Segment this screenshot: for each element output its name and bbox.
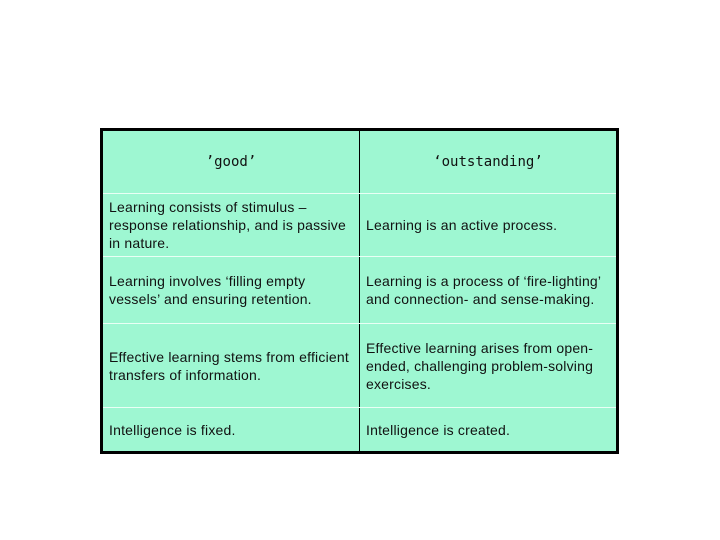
comparison-table bbox=[100, 128, 619, 454]
table-row bbox=[102, 257, 618, 324]
table-cell: Learning is a process of ‘fire-lighting’ and connection- and sense-making. bbox=[360, 257, 618, 324]
header-good: ’good’ bbox=[102, 130, 360, 194]
table-cell: Learning consists of stimulus – response relationship, and is passive in nature. bbox=[102, 194, 360, 257]
table-row bbox=[102, 324, 618, 408]
table-cell: Effective learning stems from efficient transfers of information. bbox=[102, 324, 360, 408]
table-row bbox=[102, 408, 618, 453]
header-outstanding: ‘outstanding’ bbox=[360, 130, 618, 194]
table-cell: Learning involves ‘filling empty vessels’ and ensuring retention. bbox=[102, 257, 360, 324]
table-cell: Intelligence is fixed. bbox=[102, 408, 360, 453]
table-cell: Effective learning arises from open-ended, challenging problem-solving exercises. bbox=[360, 324, 618, 408]
table-cell: Intelligence is created. bbox=[360, 408, 618, 453]
table-row bbox=[102, 194, 618, 257]
header-row bbox=[102, 130, 618, 194]
table-cell: Learning is an active process. bbox=[360, 194, 618, 257]
